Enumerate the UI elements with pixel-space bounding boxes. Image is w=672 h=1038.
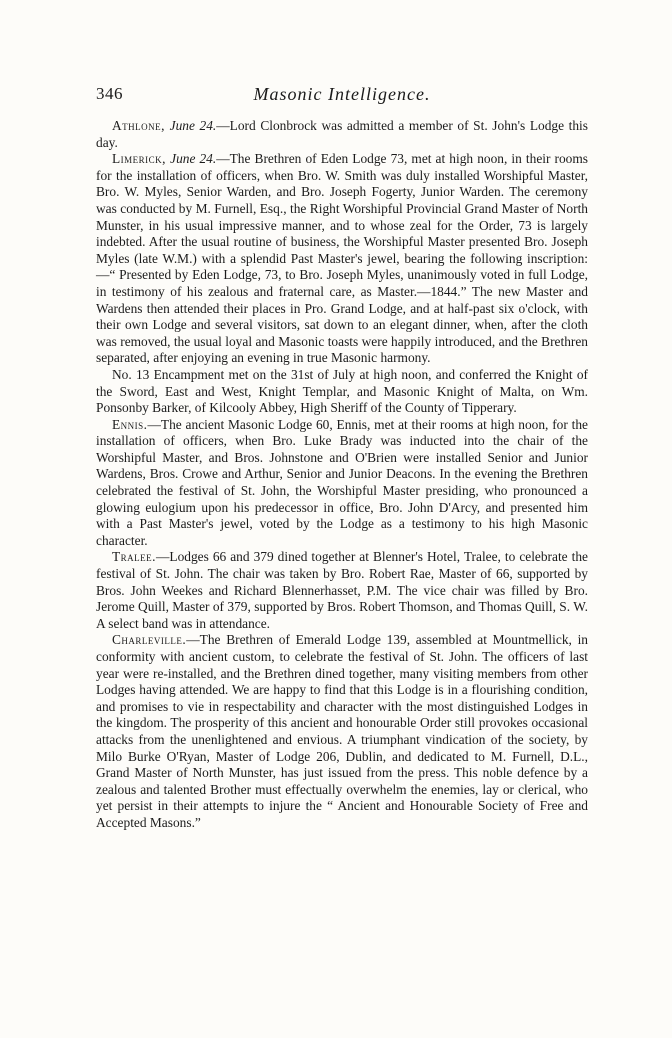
- page-header: [96, 84, 588, 106]
- paragraph-text: —Lord Clonbrock was admitted a member of St. John's Lodge this day.: [96, 118, 588, 150]
- paragraph-encampment: [96, 367, 588, 417]
- paragraph-ennis: [96, 417, 588, 550]
- paragraph-charleville: [96, 632, 588, 831]
- running-title: Masonic Intelligence.: [253, 84, 431, 104]
- paragraph-text: —The Brethren of Eden Lodge 73, met at high noon, in their rooms for the installation of officers, when Bro. W. Smith was duly installed Worshipful Master, Bro. W. Myles, Senior Warden, and Bro. Joseph Fogerty, Junior Warden. The ceremony was conducted by M. Furnell, Esq., the Right Worshipful Provincial Grand Master of North Munster, in his usual impressive manner, and to whose zeal for the Order, 73 is largely indebted. After the usual routine of business, the Worshipful Master presented Bro. Joseph Myles (late W.M.) with a splendid Past Master's jewel, bearing the following inscription:—“ Presented by Eden Lodge, 73, to Bro. Joseph Myles, unanimously voted in full Lodge, in testimony of his zealous and fraternal care, as Master.—1844.” The new Master and Wardens then attended their places in Pro. Grand Lodge, and at half-past six o'clock, with their own Lodge and several visitors, sat down to an elegant dinner, when, after the cloth was removed, the usual loyal and Masonic toasts were happily introduced, and the Brethren separated, after enjoying an evening in true Masonic harmony.: [96, 151, 588, 366]
- place-name: Limerick,: [112, 151, 167, 167]
- place-name: Ennis.: [112, 416, 148, 432]
- date: June 24.: [170, 151, 217, 167]
- place-name: Tralee.: [112, 549, 157, 565]
- paragraph-tralee: [96, 549, 588, 632]
- place-name: Charleville.: [112, 632, 187, 648]
- article-body: [96, 118, 588, 832]
- paragraph-text: —The ancient Masonic Lodge 60, Ennis, met at their rooms at high noon, for the installation of officers, when Bro. Luke Brady was inducted into the chair of the Worshipful Master, and Bros. Johnstone and O'Brien were installed Senior and Junior Wardens, Bros. Crowe and Arthur, Senior and Junior Deacons. In the evening the Brethren celebrated the festival of St. John, the Worshipful Master presiding, who pronounced a glowing eulogium upon his predecessor in office, Bro. John D'Arcy, and presented him with a Past Master's jewel, voted by the Lodge as a testimony to his high Masonic character.: [96, 416, 588, 548]
- paragraph-limerick: [96, 151, 588, 367]
- paragraph-text: No. 13 Encampment met on the 31st of July at high noon, and conferred the Knight of the Sword, East and West, Knight Templar, and Masonic Knight of Malta, on Wm. Ponsonby Barker, of Kilcooly Abbey, High Sheriff of the County of Tipperary.: [96, 366, 588, 416]
- paragraph-text: —Lodges 66 and 379 dined together at Blenner's Hotel, Tralee, to celebrate the festival of St. John. The chair was taken by Bro. Robert Rae, Master of 66, supported by Bros. John Weekes and Richard Blennerhasset, P.M. The vice chair was filled by Bro. Jerome Quill, Master of 379, supported by Bros. Robert Thomson, and Thomas Quill, S. W. A select band was in attendance.: [96, 549, 588, 631]
- paragraph-athlone: [96, 118, 588, 151]
- page-number: 346: [96, 84, 123, 103]
- date: June 24.: [169, 118, 217, 133]
- paragraph-text: —The Brethren of Emerald Lodge 139, assembled at Mountmellick, in conformity with ancient custom, to celebrate the festival of St. John. The officers of last year were re-installed, and the Brethren dined together, many visiting members from other Lodges having attended. We are happy to find that this Lodge is in a flourishing condition, and promises to vie in respectability and character with the most distinguished Lodges in the kingdom. The prosperity of this ancient and honourable Order still provokes occasional attacks from the unenlightened and envious. A triumphant vindication of the society, by Milo Burke O'Ryan, Master of Lodge 206, Dublin, and dedicated to M. Furnell, D.L., Grand Master of North Munster, has just issued from the press. This noble defence by a zealous and talented Brother must effectually overwhelm the enemies, lay or clerical, who yet persist in their attempts to injure the “ Ancient and Honourable Society of Free and Accepted Masons.”: [96, 632, 588, 830]
- place-name: Athlone,: [112, 118, 166, 133]
